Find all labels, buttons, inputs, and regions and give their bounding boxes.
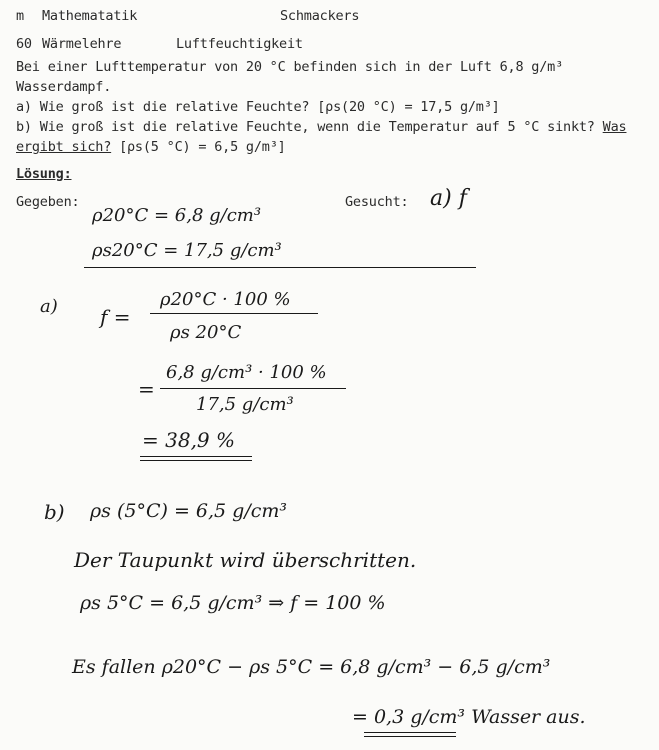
b-line-2: Der Taupunkt wird überschritten. bbox=[74, 548, 417, 572]
b-line-5 bbox=[352, 706, 586, 728]
header-subject: Mathematatik bbox=[42, 8, 138, 24]
b-line-5-value: = 0,3 g/cm³ bbox=[352, 706, 466, 728]
a-fraction-bar bbox=[150, 313, 318, 314]
a-denominator-2: 17,5 g/cm³ bbox=[196, 394, 294, 415]
header-left-code: m bbox=[16, 8, 24, 24]
sought-label: Gesucht: bbox=[345, 194, 409, 210]
a-result-underline-1 bbox=[140, 456, 252, 457]
problem-line-4-underlined: Was bbox=[602, 119, 627, 135]
problem-line-5-given: [ρs(5 °C) = 6,5 g/m³] bbox=[119, 139, 286, 155]
problem-line-5-underlined: ergibt sich? bbox=[16, 139, 112, 155]
problem-line-2: Wasserdampf. bbox=[16, 79, 112, 95]
header-section-number: 60 bbox=[16, 36, 32, 52]
header-chapter: Wärmelehre bbox=[42, 36, 122, 52]
b-line-5-rest: Wasser aus. bbox=[471, 706, 586, 728]
given-divider bbox=[84, 267, 476, 268]
a-formula-lhs: f = bbox=[100, 305, 131, 329]
problem-line-3: a) Wie groß ist die relative Feuchte? [ρs(20 °C) = 17,5 g/m³] bbox=[16, 99, 500, 115]
sought-value: a) f bbox=[430, 186, 467, 211]
part-a-label: a) bbox=[40, 296, 58, 317]
a-denominator: ρs 20°C bbox=[170, 322, 242, 343]
a-fraction-bar-2 bbox=[160, 388, 346, 389]
a-result-underline-2 bbox=[140, 460, 252, 461]
b-line-3: ρs 5°C = 6,5 g/cm³ ⇒ f = 100 % bbox=[80, 592, 386, 614]
b-result-underline-2 bbox=[364, 736, 456, 737]
given-label: Gegeben: bbox=[16, 194, 80, 210]
a-result: = 38,9 % bbox=[142, 428, 236, 452]
problem-line-5 bbox=[16, 139, 286, 155]
given-line-1: ρ20°C = 6,8 g/cm³ bbox=[92, 205, 262, 226]
problem-line-4-question: b) Wie groß ist die relative Feuchte, wenn die Temperatur auf 5 °C sinkt? bbox=[16, 119, 595, 135]
given-line-2: ρs20°C = 17,5 g/cm³ bbox=[92, 240, 282, 261]
header-author: Schmackers bbox=[280, 8, 360, 24]
a-equals-2: = bbox=[138, 377, 155, 401]
problem-line-1: Bei einer Lufttemperatur von 20 °C befinden sich in der Luft 6,8 g/m³ bbox=[16, 59, 564, 75]
part-b-label: b) bbox=[44, 500, 65, 524]
b-line-1: ρs (5°C) = 6,5 g/cm³ bbox=[90, 500, 288, 522]
solution-heading: Lösung: bbox=[16, 166, 72, 182]
a-numerator: ρ20°C · 100 % bbox=[160, 289, 291, 310]
header-topic: Luftfeuchtigkeit bbox=[176, 36, 303, 52]
b-result-underline-1 bbox=[364, 732, 456, 733]
b-line-4: Es fallen ρ20°C − ρs 5°C = 6,8 g/cm³ − 6,5 g/cm³ bbox=[72, 656, 551, 678]
a-numerator-2: 6,8 g/cm³ · 100 % bbox=[166, 362, 327, 383]
problem-line-4 bbox=[16, 119, 626, 135]
